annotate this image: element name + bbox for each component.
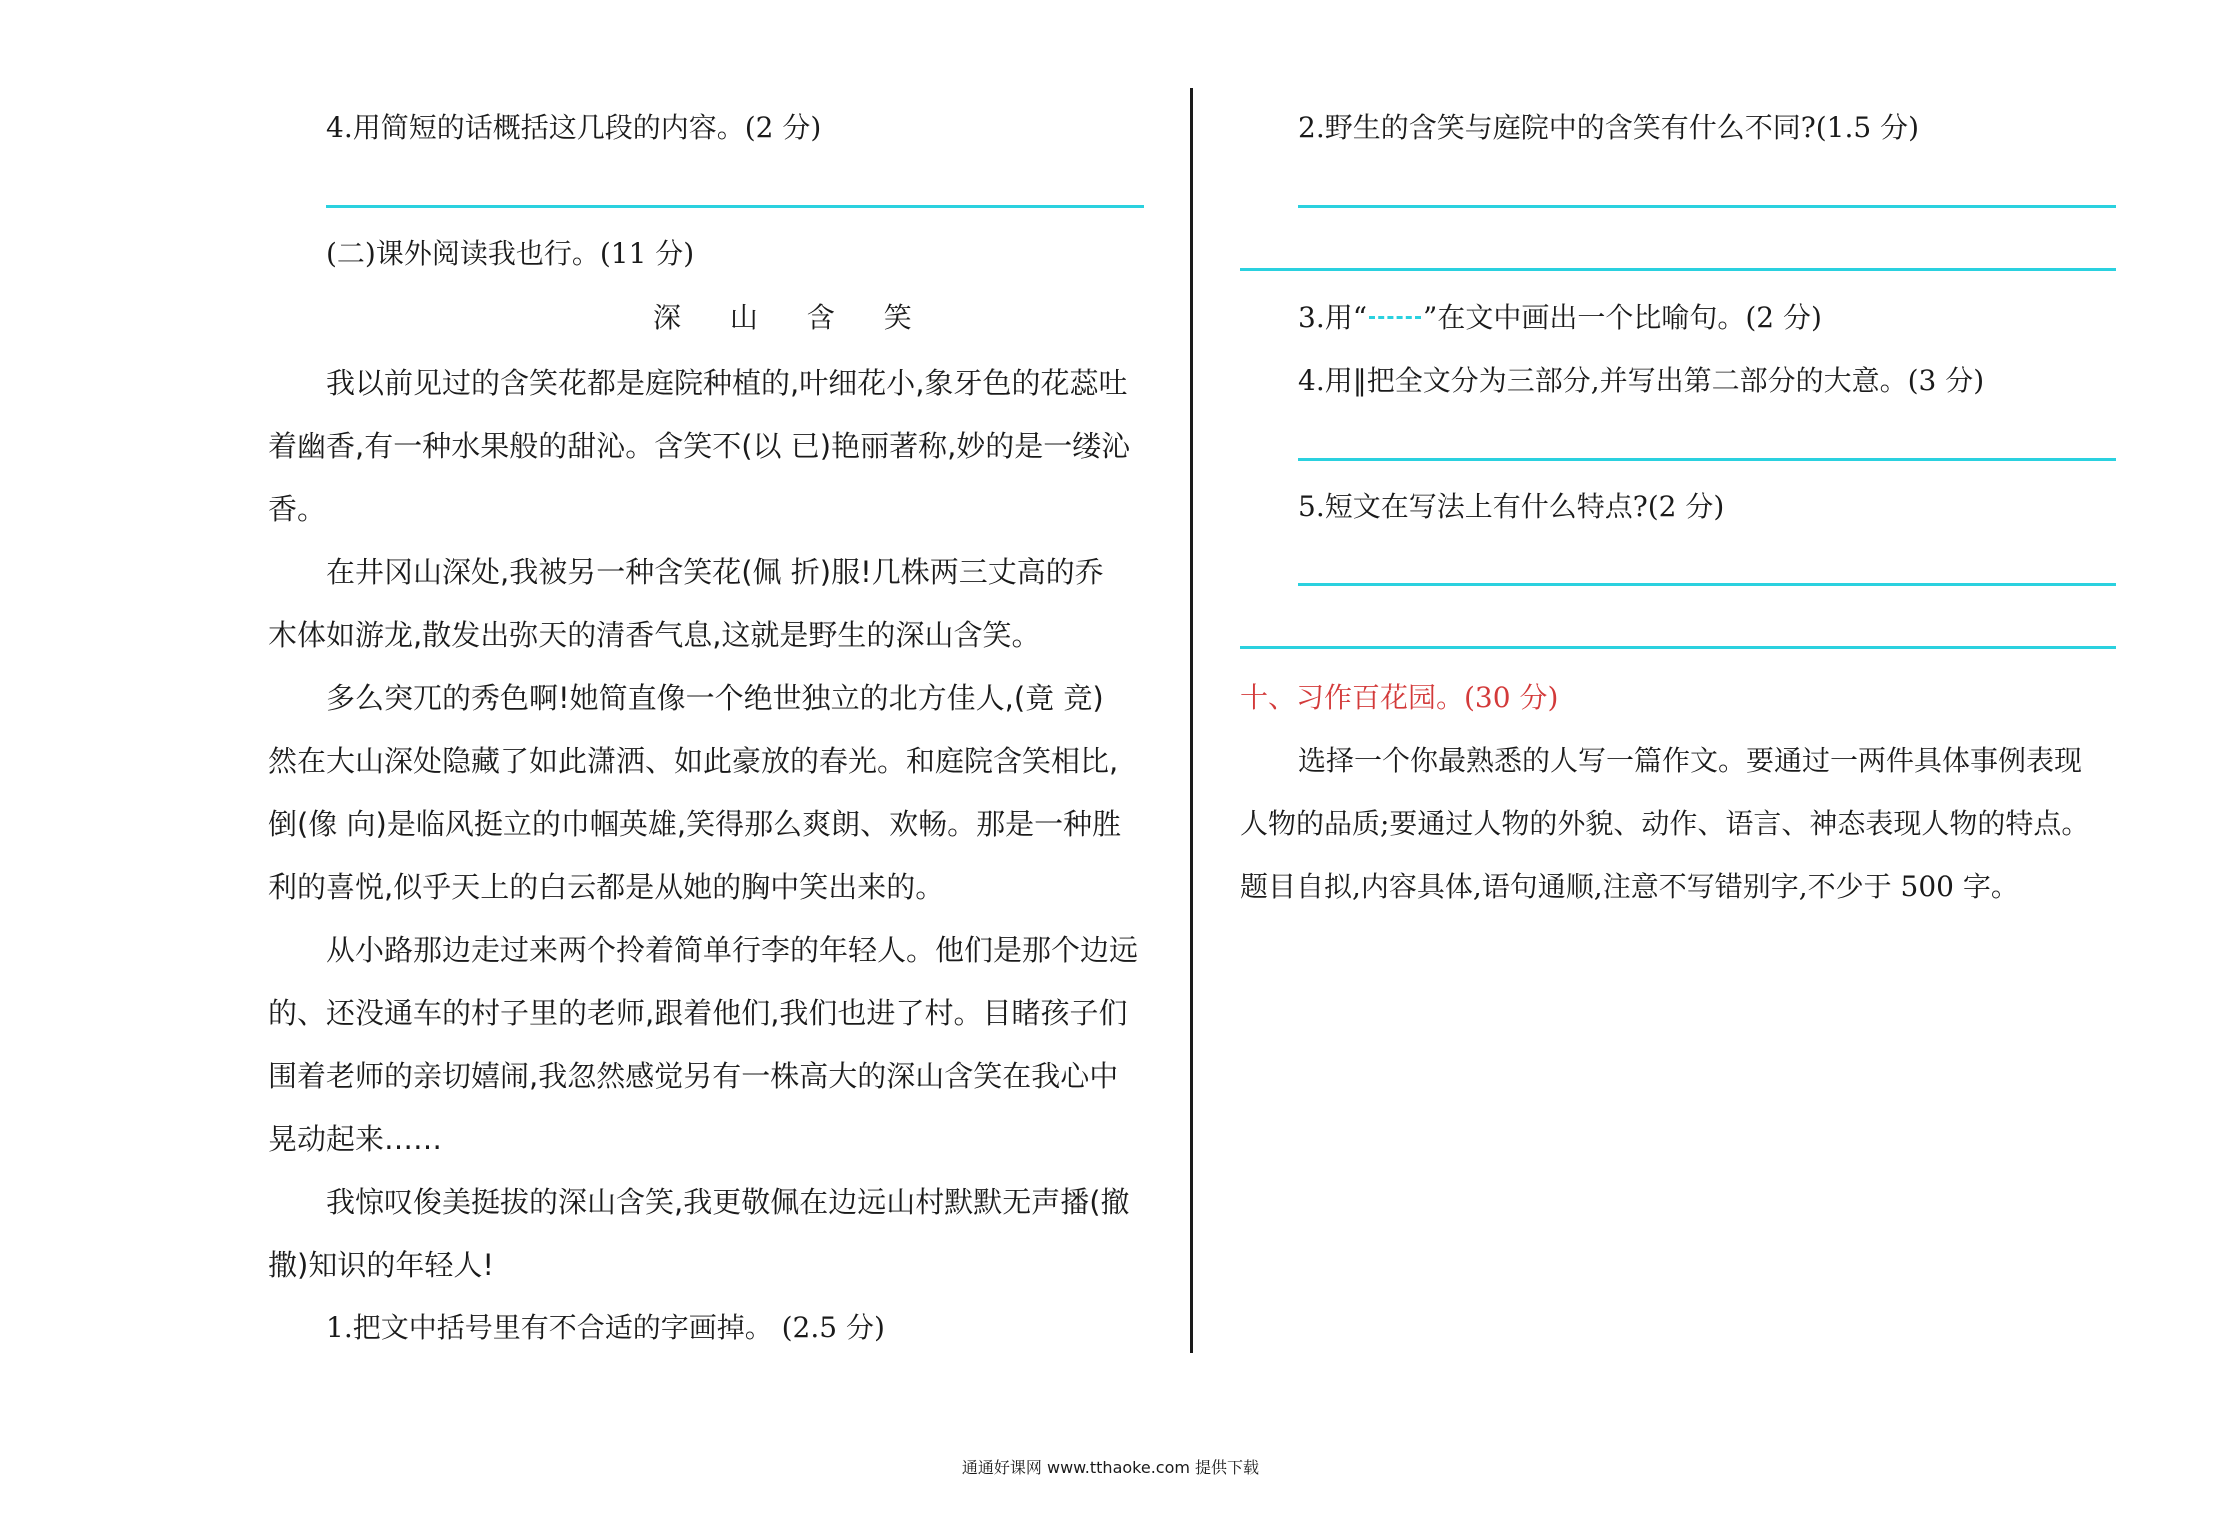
- footer-credit: 通通好课网 www.tthaoke.com 提供下载: [961, 1458, 1260, 1477]
- passage-line: 多么突兀的秀色啊!她简直像一个绝世独立的北方佳人,(竟 竞): [326, 681, 1104, 715]
- writing-section-heading: 十、习作百花园。(30 分): [1240, 681, 1559, 714]
- passage-line: 木体如游龙,散发出弥天的清香气息,这就是野生的深山含笑。: [268, 618, 1041, 652]
- answer-line[interactable]: [1240, 268, 2116, 271]
- answer-line[interactable]: [1298, 205, 2116, 208]
- question-1: 1.把文中括号里有不合适的字画掉。 (2.5 分): [326, 1311, 885, 1344]
- question-2: 2.野生的含笑与庭院中的含笑有什么不同?(1.5 分): [1298, 111, 1920, 144]
- passage-line: 从小路那边走过来两个拎着简单行李的年轻人。他们是那个边远: [326, 933, 1139, 967]
- question-4: 4.用‖把全文分为三部分,并写出第二部分的大意。(3 分): [1298, 364, 1985, 397]
- question-5: 5.短文在写法上有什么特点?(2 分): [1298, 490, 1725, 523]
- passage-line: 倒(像 向)是临风挺立的巾帼英雄,笑得那么爽朗、欢畅。那是一种胜: [268, 807, 1122, 841]
- passage-line: 香。: [268, 492, 327, 526]
- wavy-underline-mark: [1369, 316, 1421, 319]
- writing-prompt-line: 人物的品质;要通过人物的外貌、动作、语言、神态表现人物的特点。: [1240, 807, 2090, 840]
- passage-line: 的、还没通车的村子里的老师,跟着他们,我们也进了村。目睹孩子们: [268, 996, 1128, 1030]
- writing-prompt-line: 选择一个你最熟悉的人写一篇作文。要通过一两件具体事例表现: [1298, 744, 2083, 777]
- passage-line: 我以前见过的含笑花都是庭院种植的,叶细花小,象牙色的花蕊吐: [326, 366, 1128, 400]
- question-3-text-start: 3.用“: [1298, 301, 1368, 334]
- answer-line[interactable]: [326, 205, 1144, 208]
- writing-prompt-line: 题目自拟,内容具体,语句通顺,注意不写错别字,不少于 500 字。: [1240, 870, 2019, 903]
- passage-line: 着幽香,有一种水果般的甜沁。含笑不(以 已)艳丽著称,妙的是一缕沁: [268, 429, 1131, 463]
- passage-title: 深 山 含 笑: [653, 301, 932, 334]
- passage-line: 在井冈山深处,我被另一种含笑花(佩 折)服!几株两三丈高的乔: [326, 555, 1104, 589]
- column-divider: [1190, 88, 1193, 1353]
- answer-line[interactable]: [1298, 583, 2116, 586]
- passage-line: 我惊叹俊美挺拔的深山含笑,我更敬佩在边远山村默默无声播(撤: [326, 1185, 1130, 1219]
- passage-line: 晃动起来……: [268, 1122, 443, 1156]
- passage-line: 围着老师的亲切嬉闹,我忽然感觉另有一株高大的深山含笑在我心中: [268, 1059, 1119, 1093]
- passage-line: 然在大山深处隐藏了如此潇洒、如此豪放的春光。和庭院含笑相比,: [268, 744, 1119, 778]
- question-3-text-end: ”在文中画出一个比喻句。(2 分): [1423, 301, 1822, 334]
- question-4-summary: 4.用简短的话概括这几段的内容。(2 分): [326, 111, 822, 144]
- passage-line: 利的喜悦,似乎天上的白云都是从她的胸中笑出来的。: [268, 870, 945, 904]
- reading-section-heading: (二)课外阅读我也行。(11 分): [326, 237, 695, 270]
- question-3: [1298, 298, 1822, 338]
- answer-line[interactable]: [1240, 646, 2116, 649]
- passage-line: 撒)知识的年轻人!: [268, 1248, 494, 1282]
- answer-line[interactable]: [1298, 458, 2116, 461]
